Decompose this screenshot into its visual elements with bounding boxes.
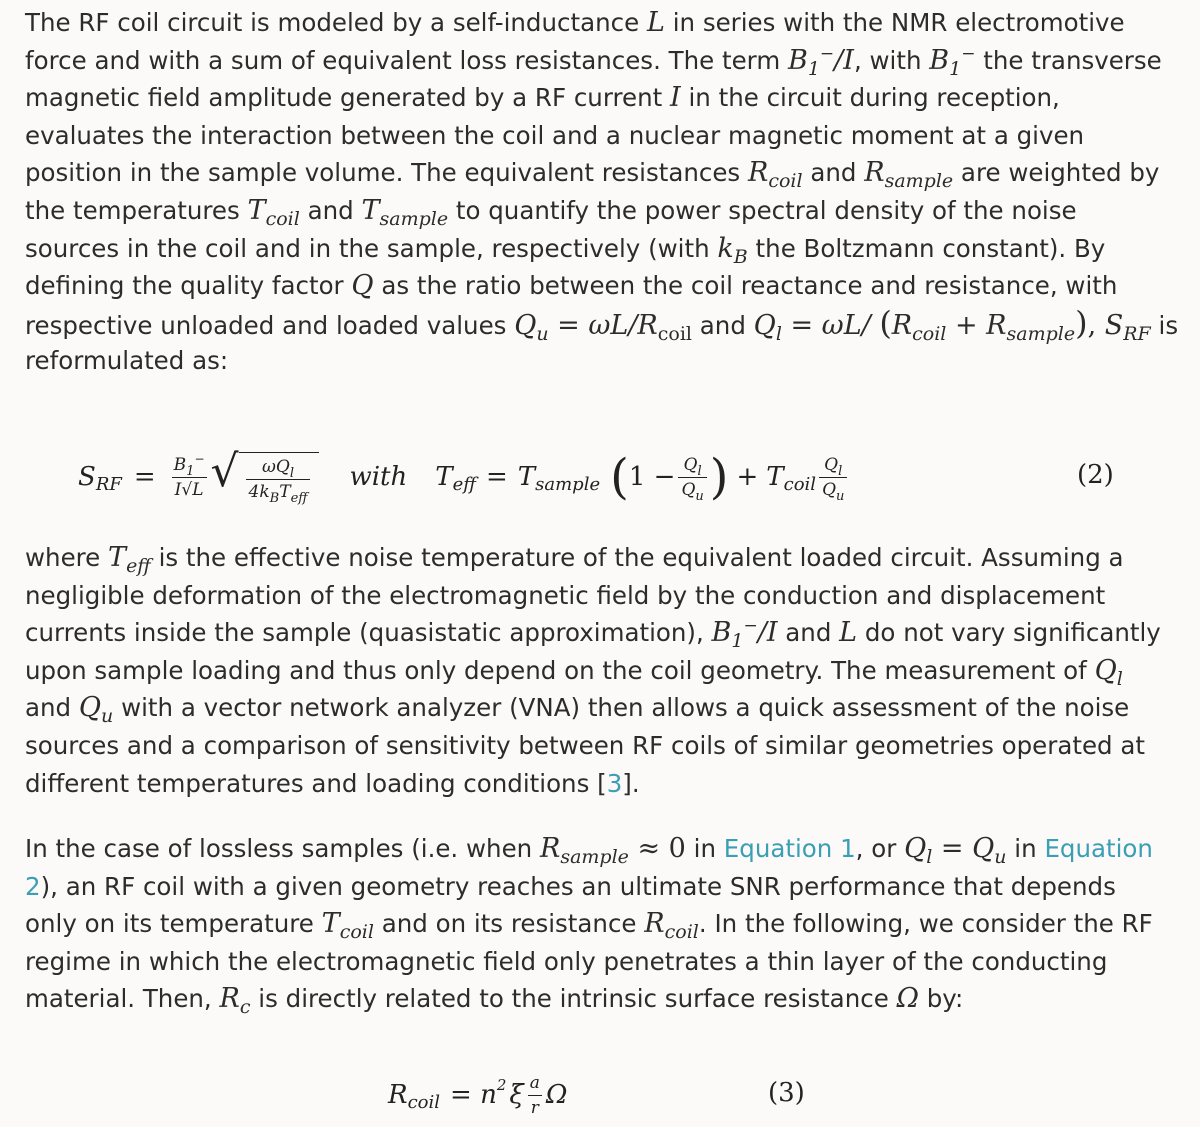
math-R-sample: $R_{sample}$ [864,157,954,193]
square-root: √ $\frac{\omega Q_l}{4k_BT_{eff}}$ [211,452,320,502]
math-Q: Q [351,270,374,302]
math-Omega: Ω [896,983,919,1015]
text-line: magnetic field amplitude generated by a RF current I in the circuit during reception, [25,82,1060,114]
text-line: currents inside the sample (quasistatic approximation), $B_1^-/I$ and L do not vary significantly [25,616,1161,653]
equation-2: S RF = $\frac{B_1^-}{I√L}$ √ $\frac{\omega Q_l}{4k_BT_{eff}}$ with T eff = T sample ( 1 − $\frac{Q_l}{Q_u}$ ) + T coil $\frac{Q_l}{Q_u}$ (2) [78,446,1114,506]
text-line: sources and a comparison of sensitivity between RF coils of similar geometries operated at [25,730,1145,760]
text-line: evaluates the interaction between the coil and a nuclear magnetic moment at a given [25,120,1085,150]
equation-1-link[interactable]: Equation 1 [723,834,856,863]
text-line: and $Q_u$ with a vector network analyzer (VNA) then allows a quick assessment of the noise [25,692,1130,728]
text-line: 2), an RF coil with a given geometry reaches an ultimate SNR performance that depends [25,871,1116,901]
text-line: the temperatures $T_{coil}$ and $T_{sample}$ to quantify the power spectral density of the noise [25,194,1077,230]
math-R-sample-approx-0: $R_{sample} \approx 0$ [539,833,686,868]
fraction-wQl-over-4kBTeff: $\frac{\omega Q_l}{4k_BT_{eff}}$ [246,457,311,502]
fraction-a-over-r: $\frac{a}{r}$ [529,1072,540,1118]
text-line: position in the sample volume. The equivalent resistances $R_{coil}$ and $R_{sample}$ are weighted by [25,157,1160,193]
math-R-coil: $R_{coil}$ [644,908,699,944]
text-line: reformulated as: [25,346,229,376]
text-line: The RF coil circuit is modeled by a self-inductance L in series with the NMR electromotive [25,7,1125,38]
math-R-coil: $R_{coil}$ [747,157,803,193]
text-line: different temperatures and loading conditions [3]. [25,768,640,798]
paragraph-2 [25,539,1175,802]
fraction-Ql-over-Qu: $\frac{Q_l}{Q_u}$ [678,455,706,500]
equation-3: R coil = n 2 ξ $\frac{a}{r}$ Ω (3) [388,1072,805,1118]
paragraph-3 [25,830,1175,1018]
math-T-coil: $T_{coil}$ [321,908,374,944]
math-T-coil: $T_{coil}$ [247,194,300,230]
fraction-Ql-over-Qu-2: $\frac{Q_l}{Q_u}$ [819,455,847,500]
text-line: force and with a sum of equivalent loss resistances. The term $B_1^-/I$, with $B_1^-$ the transverse [25,43,1162,80]
text-line: upon sample loading and thus only depend on the coil geometry. The measurement of $Q_l$ [25,654,1123,690]
math-L: L [646,7,665,38]
math-Rc: $R_c$ [219,983,251,1019]
text-line: sources in the coil and in the sample, respectively (with $k_B$ the Boltzmann constant). By [25,232,1106,268]
text-line: respective unloaded and loaded values $Q_u = \omega L/R_{coil}$ and $Q_l = \omega L/$ $(R_{coil} + R_{sample})$, $S_{RF}$ is [25,303,1179,345]
math-B1: $B_1^-$ [929,43,976,80]
text-line: defining the quality factor Q as the ratio between the coil reactance and resistance, with [25,270,1118,302]
text-line: only on its temperature $T_{coil}$ and on its resistance $R_{coil}$. In the following, we consider the RF [25,908,1153,944]
math-Ql-def: $Q_l = \omega L/$ $(R_{coil} + R_{sample})$, $S_{RF}$ [753,303,1151,345]
equation-number-3: (3) [768,1078,805,1108]
equation-2-link[interactable]: Equation [1044,834,1153,863]
math-Ql-eq-Qu: $Q_l = Q_u$ [904,833,1007,868]
math-T-eff: $T_{eff}$ [108,542,151,577]
math-L: L [839,617,858,649]
reference-link-3[interactable]: 3 [606,768,623,798]
equation-2-link-cont[interactable]: 2 [25,871,41,901]
math-T-sample: $T_{sample}$ [361,194,449,230]
math-B1-over-I: $B_1^-/I$ [787,43,854,80]
fraction-B1-over-IsqrtL: $\frac{B_1^-}{I√L}$ [173,451,205,500]
text-line: In the case of lossless samples (i.e. when $R_{sample} \approx 0$ in Equation 1, or $Q_l = Q_u$ in Equation [25,833,1153,868]
equation-number-2: (2) [1077,460,1114,490]
text-line: where $T_{eff}$ is the effective noise temperature of the equivalent loaded circuit. Assuming a [25,542,1124,577]
text-line: regime in which the electromagnetic field only penetrates a thin layer of the conducting [25,946,1108,976]
paragraph-1 [25,4,1179,380]
text-line: material. Then, $R_c$ is directly related to the intrinsic surface resistance Ω by: [25,983,964,1019]
math-Ql: $Q_l$ [1094,654,1123,690]
text-line: negligible deformation of the electromagnetic field by the conduction and displacement [25,580,1106,610]
math-Qu: $Q_u$ [78,692,114,728]
math-kB: $k_B$ [717,232,748,268]
math-I: I [670,82,681,114]
math-Qu-def: $Q_u = \omega L/R_{coil}$ [514,309,692,345]
math-B1-over-I: $B_1^-/I$ [711,616,778,653]
